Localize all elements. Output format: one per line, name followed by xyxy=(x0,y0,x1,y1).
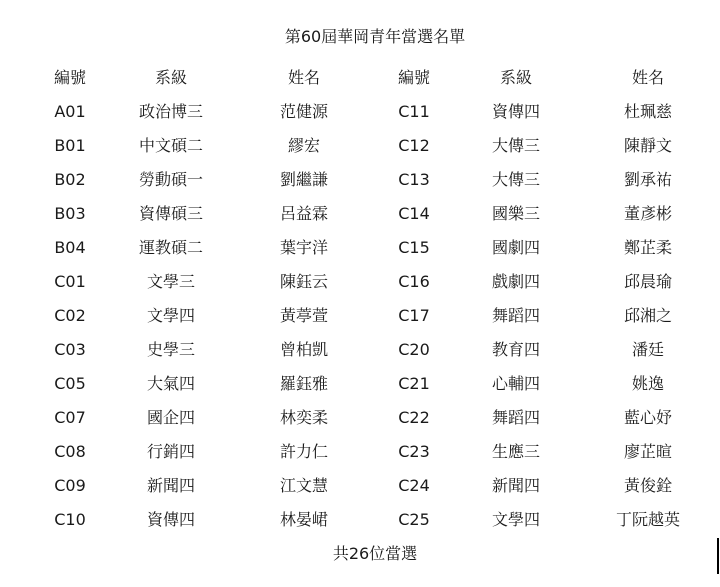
cell-name-left: 林晏峮 xyxy=(279,510,328,529)
cell-dept-right: 生應三 xyxy=(491,442,540,461)
cell-name-left: 繆宏 xyxy=(287,136,320,155)
cell-name-right: 陳靜文 xyxy=(623,136,672,155)
cell-name-left: 林奕柔 xyxy=(279,408,328,427)
cell-dept-left: 政治博三 xyxy=(138,102,203,121)
cell-id-left: A01 xyxy=(54,102,86,121)
cell-id-left: B04 xyxy=(54,238,86,257)
cell-id-left: B03 xyxy=(54,204,86,223)
cell-id-right: C21 xyxy=(398,374,430,393)
cell-dept-right: 資傳四 xyxy=(491,102,540,121)
cell-id-left: C10 xyxy=(54,510,86,529)
cell-name-left: 劉繼謙 xyxy=(279,170,328,189)
cell-name-right: 藍心妤 xyxy=(623,408,672,427)
cell-name-left: 曾柏凱 xyxy=(279,340,328,359)
cell-dept-left: 資傳碩三 xyxy=(138,204,203,223)
cell-id-right: C22 xyxy=(398,408,430,427)
cell-name-right: 劉承祐 xyxy=(623,170,672,189)
cell-name-left: 許力仁 xyxy=(279,442,328,461)
cell-id-right: C17 xyxy=(398,306,430,325)
cell-id-right: C24 xyxy=(398,476,430,495)
cell-id-right: C23 xyxy=(398,442,430,461)
cell-dept-right: 舞蹈四 xyxy=(491,408,540,427)
cell-name-left: 葉宇洋 xyxy=(279,238,328,257)
cell-dept-right: 舞蹈四 xyxy=(491,306,540,325)
header-cell-name-right: 姓名 xyxy=(631,68,664,87)
cell-name-right: 邱晨瑜 xyxy=(623,272,672,291)
table-row xyxy=(0,372,720,406)
edge-divider xyxy=(717,538,719,574)
cell-id-left: B02 xyxy=(54,170,86,189)
cell-id-left: C05 xyxy=(54,374,86,393)
cell-id-right: C14 xyxy=(398,204,430,223)
cell-dept-left: 行銷四 xyxy=(146,442,195,461)
header-cell-dept-right: 系級 xyxy=(499,68,532,87)
header-row xyxy=(0,66,720,100)
cell-name-left: 陳鈺云 xyxy=(279,272,328,291)
table-row xyxy=(0,270,720,304)
table-row xyxy=(0,168,720,202)
cell-name-right: 潘廷 xyxy=(631,340,664,359)
table-row xyxy=(0,508,720,542)
cell-dept-left: 史學三 xyxy=(146,340,195,359)
table-row xyxy=(0,406,720,440)
cell-dept-left: 新聞四 xyxy=(146,476,195,495)
cell-name-right: 董彥彬 xyxy=(623,204,672,223)
cell-name-left: 羅鈺雅 xyxy=(279,374,328,393)
cell-dept-right: 戲劇四 xyxy=(491,272,540,291)
cell-name-left: 呂益霖 xyxy=(279,204,328,223)
cell-dept-left: 文學四 xyxy=(146,306,195,325)
header-cell-id-right: 編號 xyxy=(397,68,430,87)
header-cell-id-left: 編號 xyxy=(53,68,86,87)
cell-name-right: 姚逸 xyxy=(631,374,664,393)
cell-name-right: 鄭芷柔 xyxy=(623,238,672,257)
cell-name-right: 邱湘之 xyxy=(623,306,672,325)
cell-dept-left: 大氣四 xyxy=(146,374,195,393)
cell-dept-right: 心輔四 xyxy=(491,374,540,393)
table-row xyxy=(0,440,720,474)
cell-dept-left: 國企四 xyxy=(146,408,195,427)
cell-dept-left: 文學三 xyxy=(146,272,195,291)
cell-dept-right: 國樂三 xyxy=(491,204,540,223)
cell-dept-right: 國劇四 xyxy=(491,238,540,257)
table-row xyxy=(0,202,720,236)
cell-id-right: C15 xyxy=(398,238,430,257)
cell-id-right: C13 xyxy=(398,170,430,189)
cell-id-left: C01 xyxy=(54,272,86,291)
cell-name-right: 丁阮越英 xyxy=(615,510,680,529)
table-row xyxy=(0,474,720,508)
cell-id-right: C11 xyxy=(398,102,430,121)
cell-name-left: 江文慧 xyxy=(279,476,328,495)
cell-id-left: C03 xyxy=(54,340,86,359)
cell-name-right: 黃俊銓 xyxy=(623,476,672,495)
cell-dept-right: 大傳三 xyxy=(491,170,540,189)
cell-dept-left: 中文碩二 xyxy=(138,136,203,155)
cell-id-left: C08 xyxy=(54,442,86,461)
total-count: 共26位當選 xyxy=(332,544,418,563)
page-title: 第60屆華岡青年當選名單 xyxy=(284,27,466,46)
cell-dept-right: 新聞四 xyxy=(491,476,540,495)
table-body xyxy=(0,100,720,542)
cell-id-right: C20 xyxy=(398,340,430,359)
table-row xyxy=(0,134,720,168)
cell-id-left: B01 xyxy=(54,136,86,155)
cell-id-right: C16 xyxy=(398,272,430,291)
table-row xyxy=(0,100,720,134)
cell-dept-right: 大傳三 xyxy=(491,136,540,155)
cell-dept-left: 勞動碩一 xyxy=(138,170,203,189)
cell-id-left: C09 xyxy=(54,476,86,495)
cell-name-right: 杜珮慈 xyxy=(623,102,672,121)
header-cell-name-left: 姓名 xyxy=(287,68,320,87)
cell-name-left: 范健源 xyxy=(279,102,328,121)
results-table xyxy=(0,66,720,542)
cell-id-left: C02 xyxy=(54,306,86,325)
table-row xyxy=(0,338,720,372)
cell-dept-right: 教育四 xyxy=(491,340,540,359)
cell-name-left: 黃葶萱 xyxy=(279,306,328,325)
table-row xyxy=(0,304,720,338)
cell-dept-right: 文學四 xyxy=(491,510,540,529)
cell-dept-left: 資傳四 xyxy=(146,510,195,529)
header-cell-dept-left: 系級 xyxy=(154,68,187,87)
table-row xyxy=(0,236,720,270)
cell-dept-left: 運教碩二 xyxy=(138,238,203,257)
cell-id-left: C07 xyxy=(54,408,86,427)
cell-name-right: 廖芷暄 xyxy=(623,442,672,461)
cell-id-right: C12 xyxy=(398,136,430,155)
cell-id-right: C25 xyxy=(398,510,430,529)
